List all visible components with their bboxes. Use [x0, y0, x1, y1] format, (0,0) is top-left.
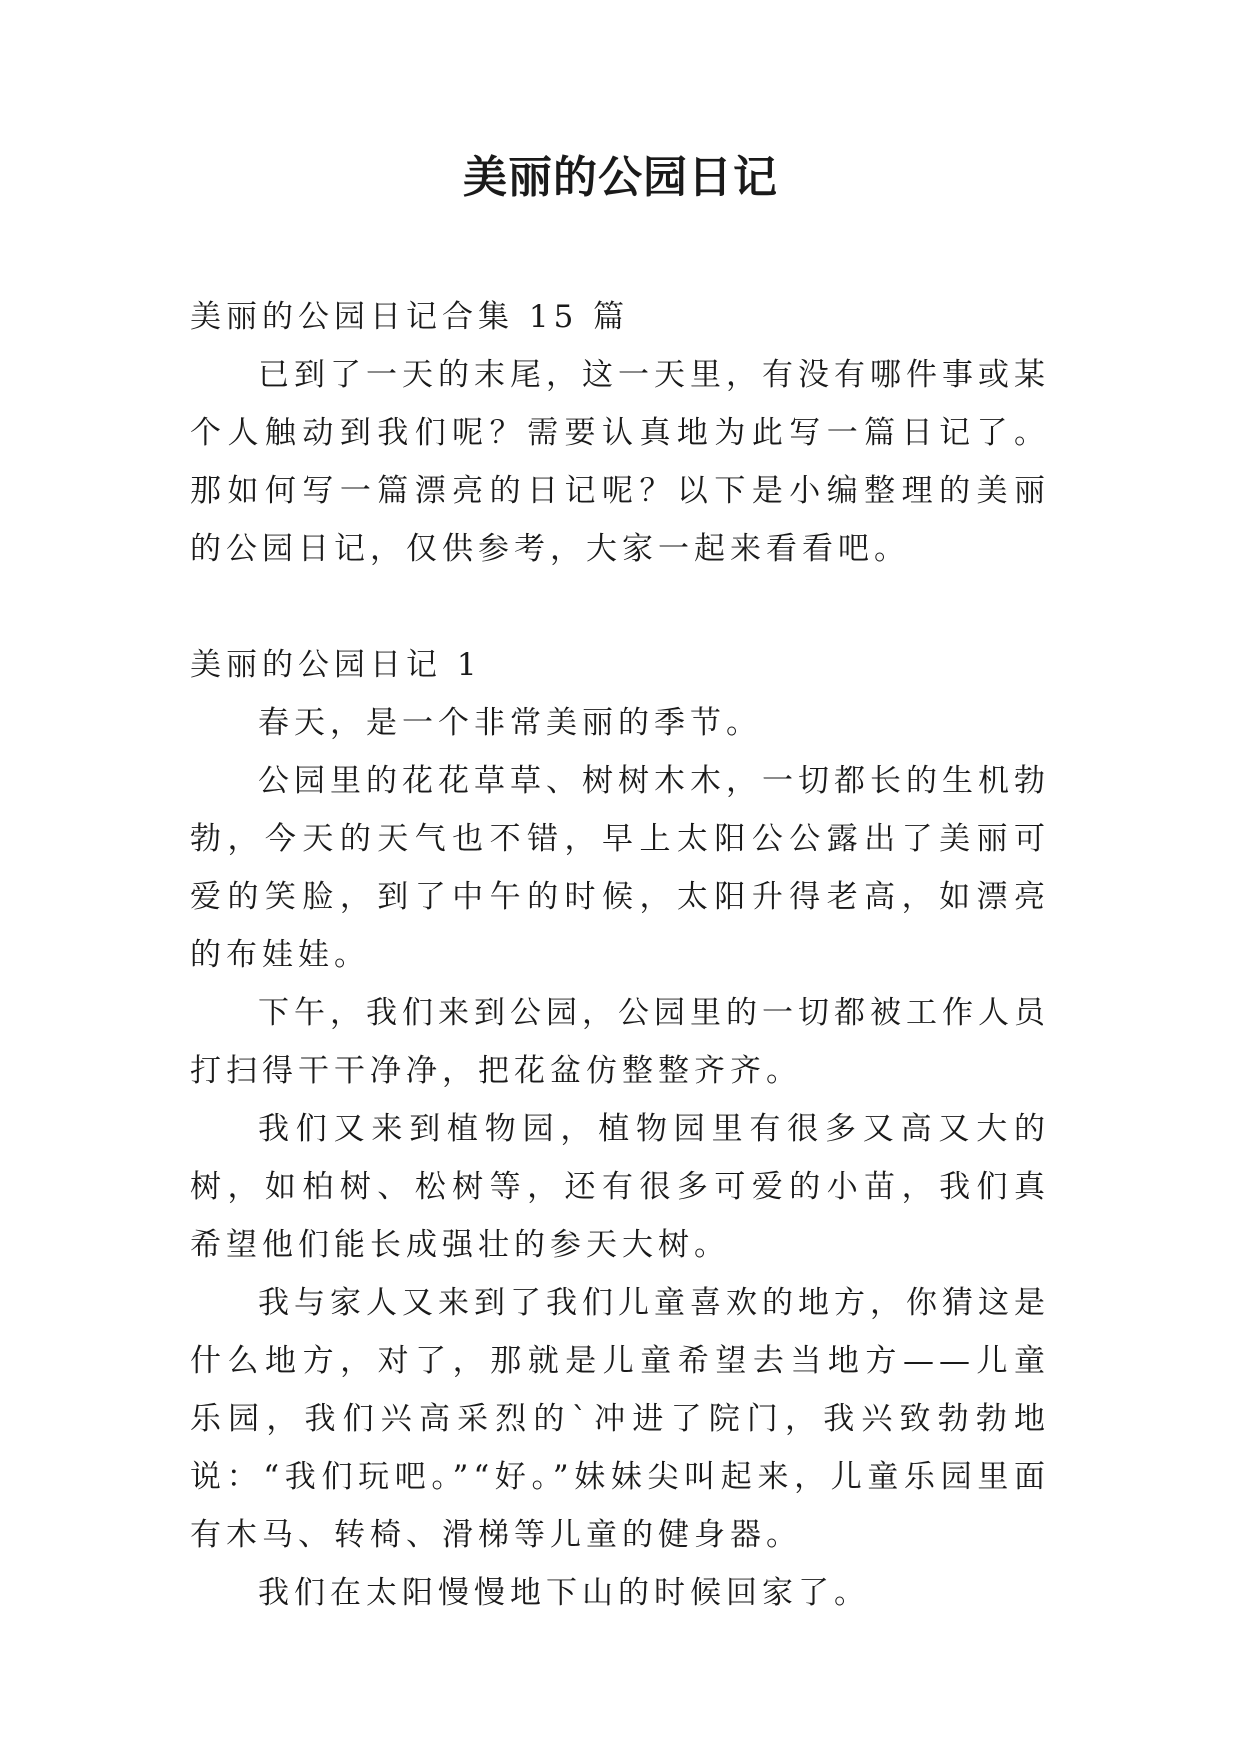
- collection-subtitle: 美丽的公园日记合集 15 篇: [190, 299, 630, 335]
- document-title: 美丽的公园日记: [463, 152, 778, 203]
- body-paragraph: 春天，是一个非常美丽的季节。: [258, 705, 762, 741]
- body-paragraph: 我们在太阳慢慢地下山的时候回家了。: [258, 1575, 870, 1611]
- body-paragraph: 我们又来到植物园，植物园里有很多又高又大的树，如柏树、松树等，还有很多可爱的小苗，我们真希望他们能长成强壮的参天大树。: [190, 1111, 1050, 1263]
- body-paragraph: 我与家人又来到了我们儿童喜欢的地方，你猜这是什么地方，对了，那就是儿童希望去当地方——儿童乐园，我们兴高采烈的`冲进了院门，我兴致勃勃地说：“我们玩吧。”“好。”妹妹尖叫起来，儿童乐园里面有木马、转椅、滑梯等儿童的健身器。: [190, 1285, 1050, 1553]
- document-body: [190, 288, 1050, 1622]
- intro-paragraph: 已到了一天的末尾，这一天里，有没有哪件事或某个人触动到我们呢？需要认真地为此写一篇日记了。那如何写一篇漂亮的日记呢？以下是小编整理的美丽的公园日记，仅供参考，大家一起来看看吧。: [190, 357, 1050, 567]
- body-paragraph: 下午，我们来到公园，公园里的一切都被工作人员打扫得干干净净，把花盆仿整整齐齐。: [190, 995, 1050, 1089]
- section-heading: 美丽的公园日记 1: [190, 647, 482, 683]
- body-paragraph: 公园里的花花草草、树树木木，一切都长的生机勃勃，今天的天气也不错，早上太阳公公露出了美丽可爱的笑脸，到了中午的时候，太阳升得老高，如漂亮的布娃娃。: [190, 763, 1050, 973]
